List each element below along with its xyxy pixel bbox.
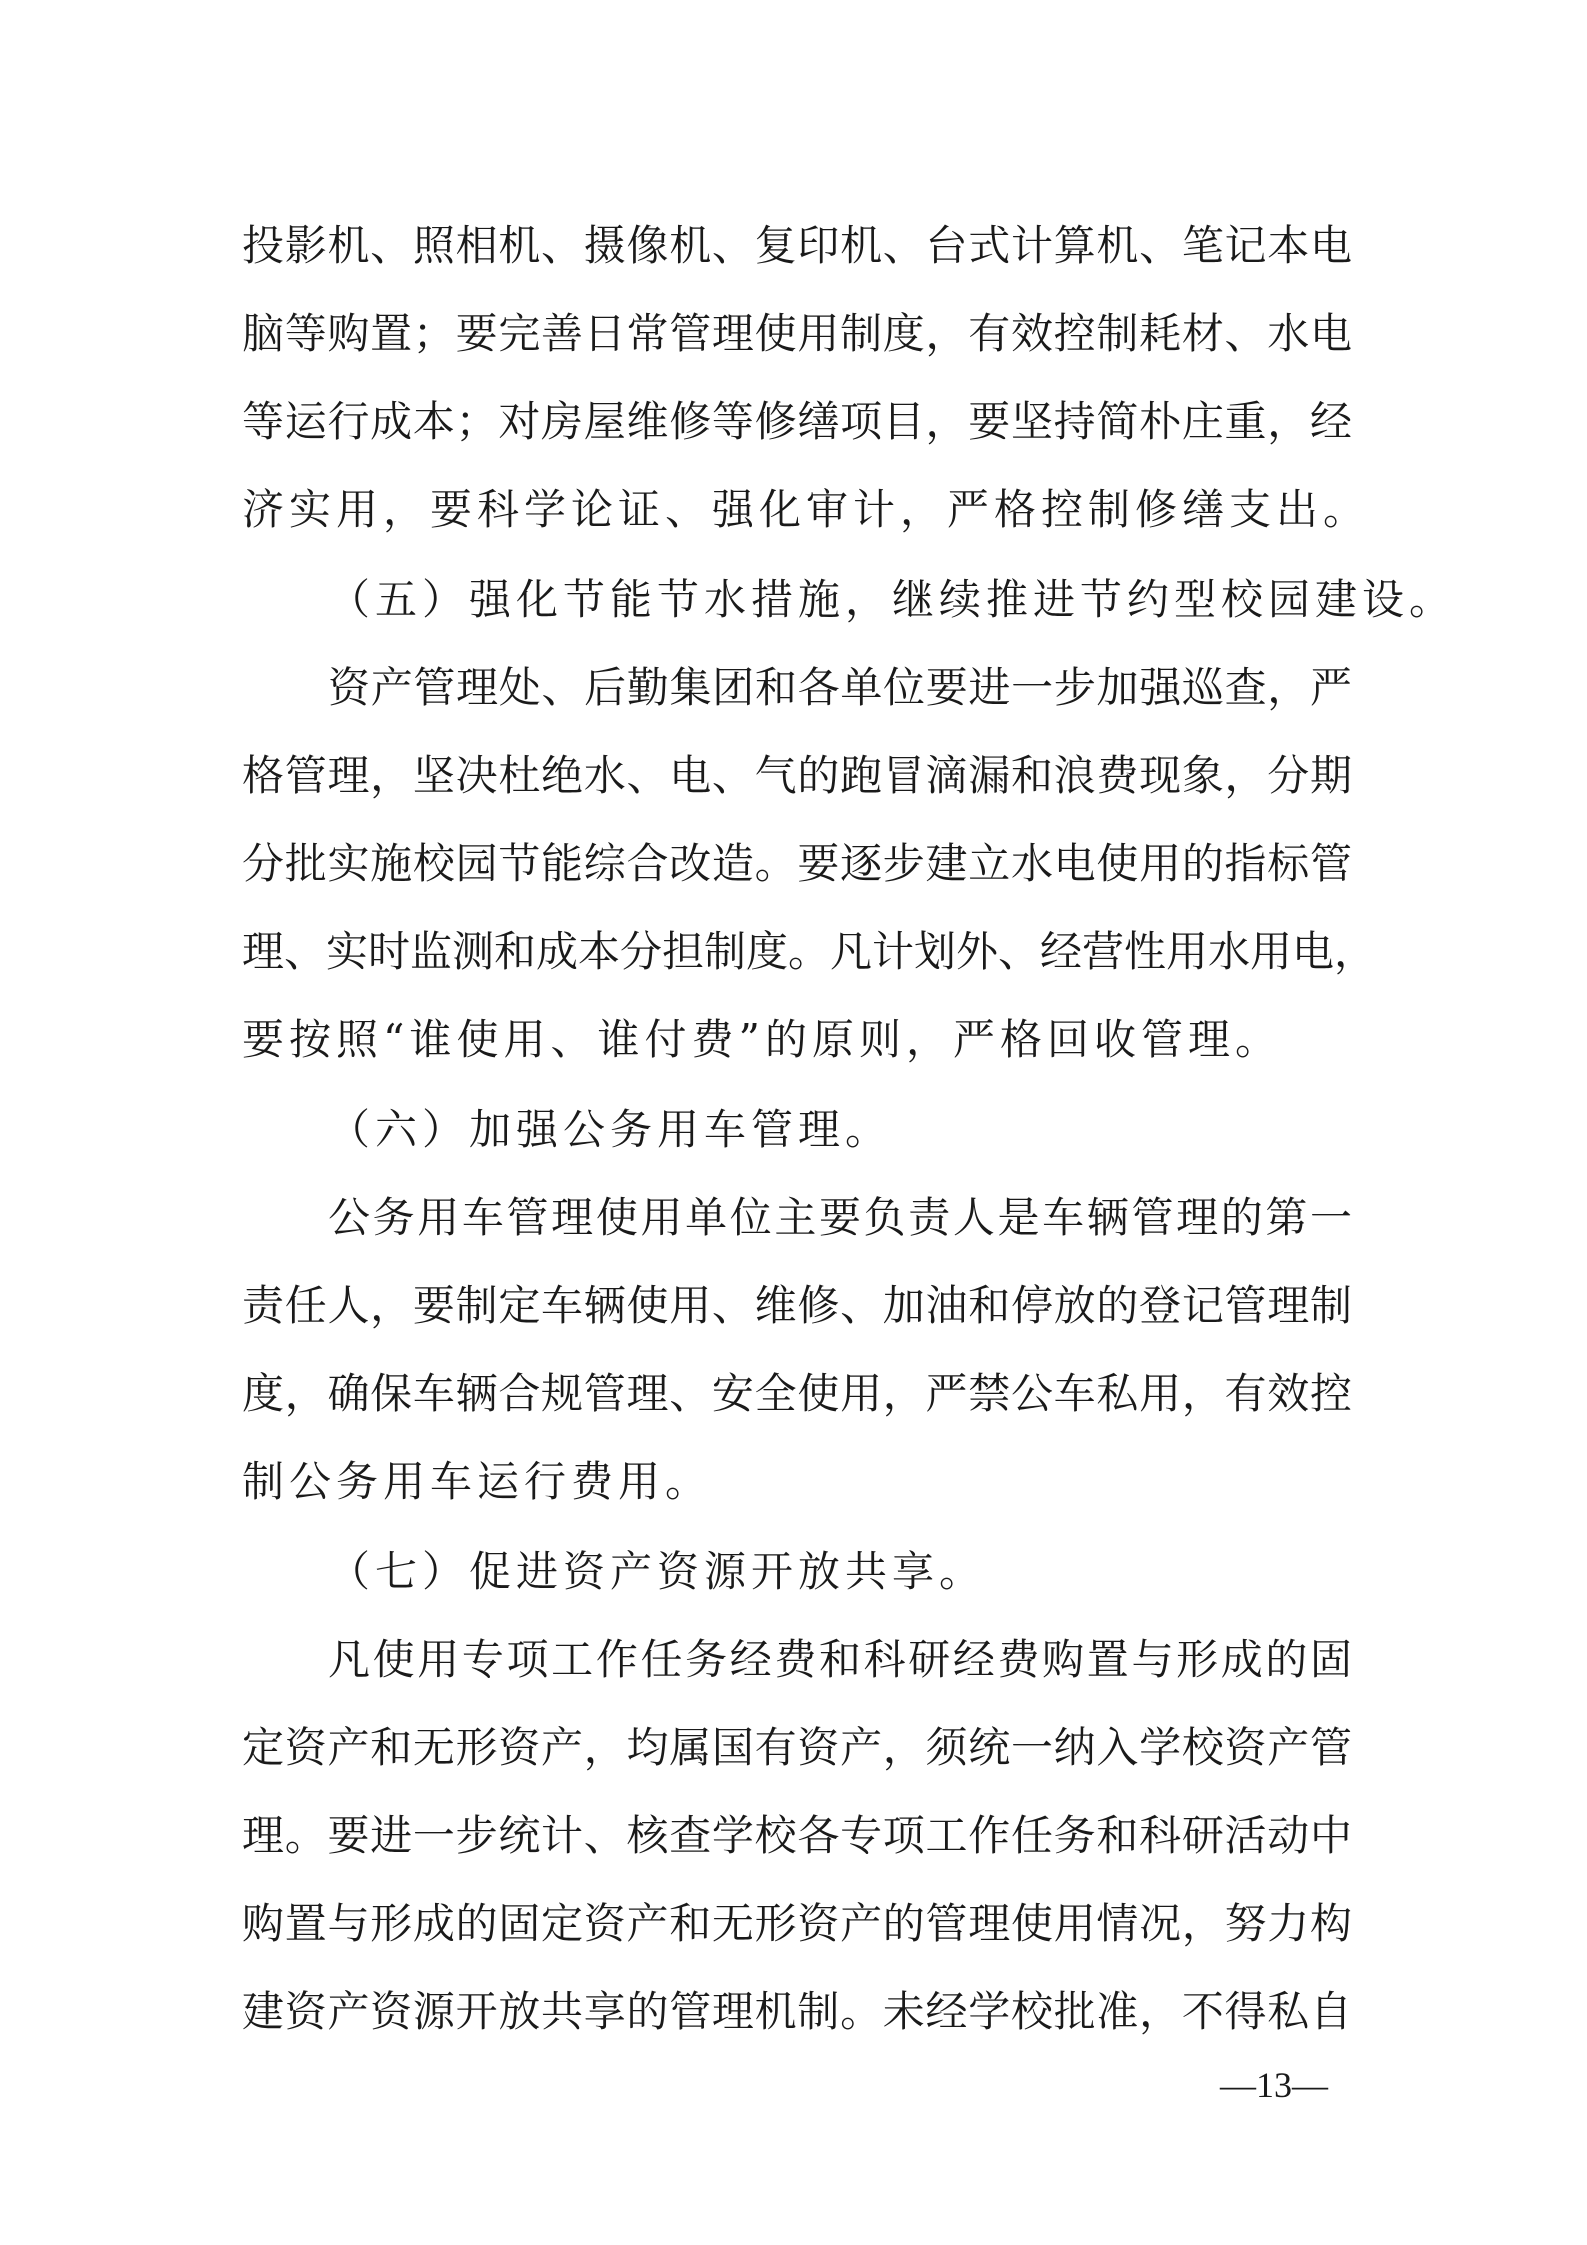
section-heading-7: （七）促进资产资源开放共享。 [328, 1547, 987, 1596]
body-line-13: 责任人，要制定车辆使用、维修、加油和停放的登记管理制 [242, 1281, 1352, 1330]
body-line-17: 凡使用专项工作任务经费和科研经费购置与形成的固 [328, 1635, 1352, 1684]
page-number: —13— [1220, 2065, 1328, 2105]
body-line-6: 资产管理处、后勤集团和各单位要进一步加强巡查，严 [328, 663, 1352, 712]
body-line-8: 分批实施校园节能综合改造。要逐步建立水电使用的指标管 [242, 839, 1352, 888]
body-line-21: 建资产资源开放共享的管理机制。未经学校批准，不得私自 [242, 1987, 1352, 2036]
body-line-4: 济实用，要科学论证、强化审计，严格控制修缮支出。 [242, 485, 1371, 534]
body-line-2: 脑等购置；要完善日常管理使用制度，有效控制耗材、水电 [242, 309, 1352, 358]
body-line-20: 购置与形成的固定资产和无形资产的管理使用情况，努力构 [242, 1899, 1352, 1948]
body-line-7: 格管理，坚决杜绝水、电、气的跑冒滴漏和浪费现象，分期 [242, 751, 1352, 800]
body-line-12: 公务用车管理使用单位主要负责人是车辆管理的第一 [328, 1193, 1352, 1242]
body-line-3: 等运行成本；对房屋维修等修缮项目，要坚持简朴庄重，经 [242, 397, 1352, 446]
body-line-18: 定资产和无形资产，均属国有资产，须统一纳入学校资产管 [242, 1723, 1352, 1772]
section-heading-6: （六）加强公务用车管理。 [328, 1105, 893, 1154]
body-line-9: 理、实时监测和成本分担制度。凡计划外、经营性用水用电， [242, 927, 1377, 976]
body-line-14: 度，确保车辆合规管理、安全使用，严禁公车私用，有效控 [242, 1369, 1352, 1418]
body-line-10: 要按照“谁使用、谁付费”的原则，严格回收管理。 [242, 1015, 1282, 1064]
body-line-15: 制公务用车运行费用。 [242, 1457, 713, 1506]
section-heading-5: （五）强化节能节水措施，继续推进节约型校园建设。 [328, 575, 1457, 624]
body-line-19: 理。要进一步统计、核查学校各专项工作任务和科研活动中 [242, 1811, 1352, 1860]
body-line-1: 投影机、照相机、摄像机、复印机、台式计算机、笔记本电 [242, 221, 1352, 270]
